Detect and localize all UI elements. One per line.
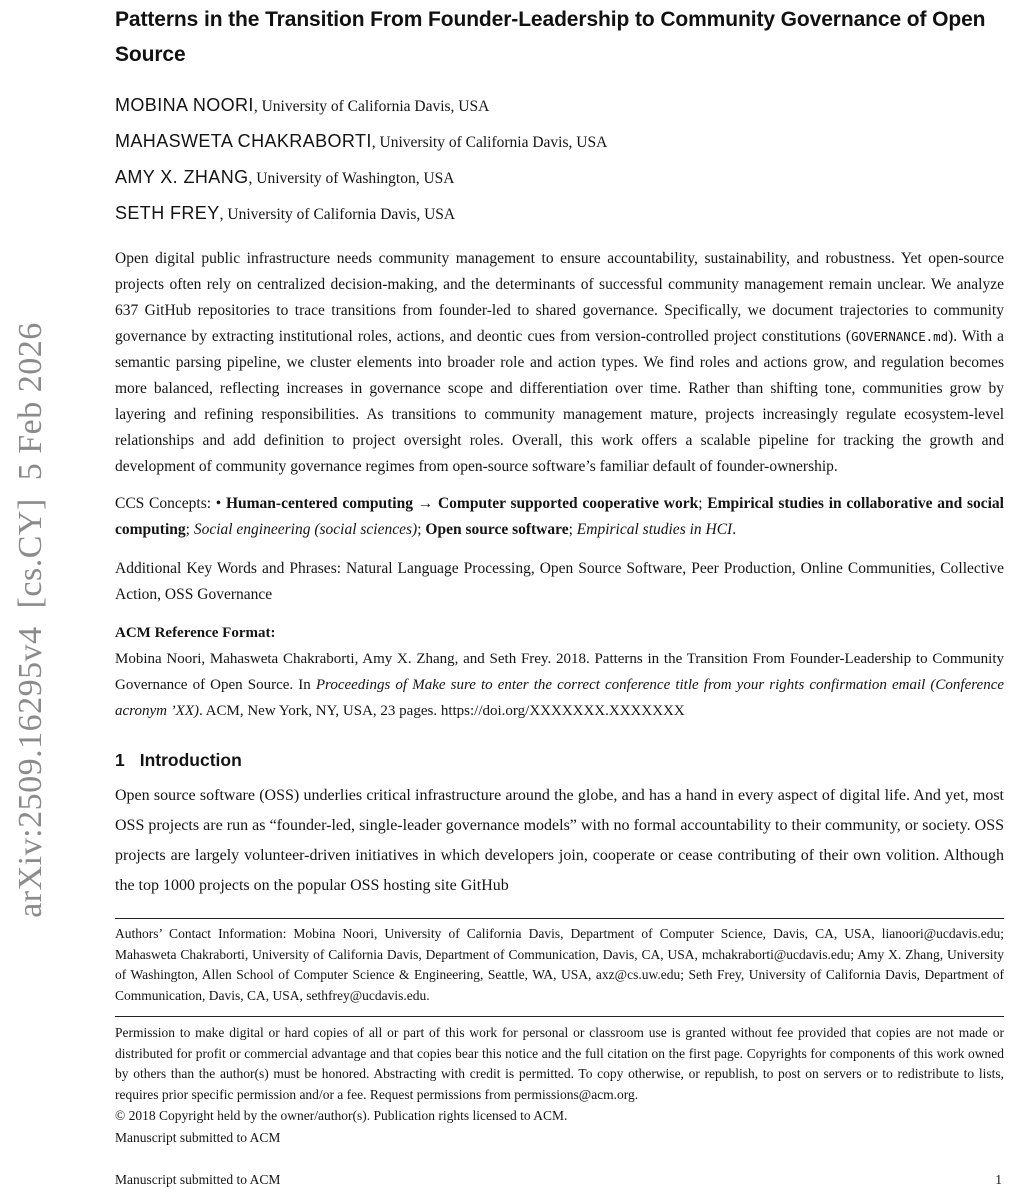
author-name: MAHASWETA CHAKRABORTI — [115, 131, 372, 151]
permission-rule — [115, 1016, 1004, 1017]
section-number: 1 — [115, 750, 125, 770]
permission-footnote: Permission to make digital or hard copies of all or part of this work for personal or classroom use is granted without fee provided that copies are not made or distributed for profit or commercial advantage and that copies bear this notice and the full citation on the first page. Copyrights for components of this work owned by others than the author(s) must be honored. Abstracting with credit is permitted. To copy otherwise, or republish, to post on servers or to redistribute to lists, requires prior specific permission and/or a fee. Request permissions from permissions@acm.org. — [115, 1025, 1004, 1102]
ccs-concepts: CCS Concepts: • Human-centered computing → Computer supported cooperative work; Empirical studies in collaborative and social computing; Social engineering (social sciences); Open source software; Empirical studies in HCI. — [115, 495, 1004, 538]
footnote-area — [115, 918, 1004, 1148]
manuscript-line: Manuscript submitted to ACM — [115, 1129, 281, 1145]
acm-reference-block — [115, 620, 1004, 724]
authors-contact-footnote: Authors’ Contact Information: Mobina Noori, University of California Davis, Department of Computer Science, Davis, CA, USA, lianoori@ucdavis.edu; Mahasweta Chakraborti, University of California Davis, Department of Communication, Davis, CA, USA, mchakraborti@ucdavis.edu; Amy X. Zhang, University of Washington, Allen School of Computer Science & Engineering, Seattle, WA, USA, axz@cs.uw.edu; Seth Frey, University of California Davis, Department of Communication, Davis, CA, USA, sethfrey@ucdavis.edu. — [115, 926, 1004, 1003]
acm-reference-text: Mobina Noori, Mahasweta Chakraborti, Amy X. Zhang, and Seth Frey. 2018. Patterns in the Transition From Founder-Leadership to Community Governance of Open Source. In Proceedings of Make sure to enter the correct conference title from your rights confirmation email (Conference acronym ’XX). ACM, New York, NY, USA, 23 pages. https://doi.org/XXXXXXX.XXXXXXX — [115, 651, 1005, 719]
footer-left-text: Manuscript submitted to ACM — [115, 1172, 281, 1187]
author-name: AMY X. ZHANG — [115, 167, 249, 187]
author-affiliation: , University of California Davis, USA — [253, 98, 490, 115]
copyright-line: © 2018 Copyright held by the owner/author(s). Publication rights licensed to ACM. — [115, 1108, 568, 1123]
author-list — [115, 88, 1004, 232]
page-footer — [115, 1170, 1002, 1190]
arxiv-watermark: arXiv:2509.16295v4 [cs.CY] 5 Feb 2026 — [12, 322, 49, 918]
author-affiliation: , University of California Davis, USA — [219, 206, 456, 223]
paper-title: Patterns in the Transition From Founder-Leadership to Community Governance of Open Source — [115, 8, 986, 66]
author-row — [115, 160, 1004, 196]
page-number: 1 — [995, 1172, 1002, 1187]
paper-body — [115, 0, 1004, 901]
section-heading — [115, 748, 1004, 772]
author-row — [115, 124, 1004, 160]
abstract-text: Open digital public infrastructure needs community management to ensure accountability, sustainability, and robustness. Yet open-source projects often rely on centralized decision-making, and the determinants of successful community management remain unclear. We analyze 637 GitHub repositories to trace transitions from founder-led to shared governance. Specifically, we document trajectories to community governance by extracting institutional roles, actions, and deontic cues from version-controlled project constitutions (GOVERNANCE.md). With a semantic parsing pipeline, we cluster elements into broader role and action types. We find roles and actions grow, and regulation becomes more balanced, reflecting increases in governance scope and differentiation over time. Rather than shifting tone, communities grow by layering and refining responsibilities. As transitions to community management mature, projects increasingly regulate ecosystem-level relationships and add definition to project oversight roles. Overall, this work offers a scalable pipeline for tracking the growth and development of community governance regimes from open-source software’s familiar default of founder-ownership. — [115, 250, 1004, 475]
author-affiliation: , University of California Davis, USA — [371, 134, 608, 151]
acm-reference-heading: ACM Reference Format: — [115, 625, 276, 641]
footnote-rule — [115, 918, 1004, 919]
keywords: Additional Key Words and Phrases: Natural Language Processing, Open Source Software, Peer Production, Online Communities, Collective Action, OSS Governance — [115, 560, 1004, 603]
author-affiliation: , University of Washington, USA — [248, 170, 455, 187]
introduction-paragraph: Open source software (OSS) underlies critical infrastructure around the globe, and has a hand in every aspect of digital life. And yet, most OSS projects are run as “founder-led, single-leader governance models” with no formal accountability to their community, or society. OSS projects are largely volunteer-driven initiatives in which developers join, cooperate or cease contributing of their own volition. Although the top 1000 projects on the popular OSS hosting site GitHub — [115, 787, 1004, 894]
author-name: MOBINA NOORI — [115, 95, 254, 115]
author-name: SETH FREY — [115, 203, 220, 223]
section-title: Introduction — [139, 750, 242, 770]
author-row — [115, 196, 1004, 232]
author-row — [115, 88, 1004, 124]
